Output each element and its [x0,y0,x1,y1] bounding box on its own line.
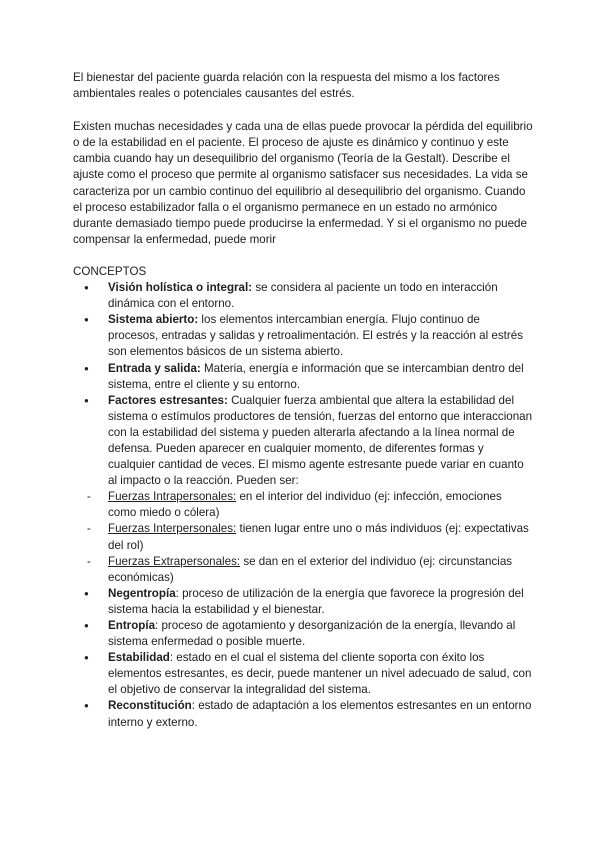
definition: tienen lugar entre uno o más individuos (ej: expectativas del rol) [108,522,529,552]
list-item [73,586,533,618]
sub-list-item [73,521,533,553]
term: Factores estresantes: [108,393,228,407]
term: Visión holística o integral: [108,281,253,295]
sub-list-item [73,489,533,521]
section-heading: CONCEPTOS [73,264,147,278]
list-item [73,698,533,730]
body-paragraph: Existen muchas necesidades y cada una de ellas puede provocar la pérdida del equilibrio o de la estabilidad en el paciente. El proceso de ajuste es dinámico y continuo y este cambia cuando hay un desequilibrio del organismo (Teoría de la Gestalt). Describe el ajuste como el proceso que permite al organismo satisfacer sus necesidades. La vida se caracteriza por un cambio continuo del equilibrio al desequilibrio del organismo. Cuando el proceso estabilizador falla o el organismo permanece en un estado no armónico durante demasiado tiempo puede producirse la enfermedad. Y si el organismo no puede compensar la enfermedad, puede morir [73,120,533,246]
definition: se considera al paciente un todo en interacción dinámica con el entorno. [108,281,498,311]
definition: Cualquier fuerza ambiental que altera la estabilidad del sistema o estímulos productores de tensión, fuerzas del entorno que interaccionan con la estabilidad del sistema y pueden alterarla afectando a la línea normal de defensa. Pueden aparecer en cualquier momento, de diferentes formas y cualquier cantidad de veces. El mismo agente estresante puede variar en cuanto al impacto o la reacción. Pueden ser: [108,393,533,488]
term: Entropía [108,619,156,632]
definition: : proceso de utilización de la energía que favorece la progresión del sistema hacia la estabilidad y el bienestar. [108,586,524,616]
list-item [73,650,533,698]
definition: en el interior del individuo (ej: infección, emociones como miedo o cólera) [108,490,502,520]
definition: : proceso de agotamiento y desorganización de la energía, llevando al sistema enfermedad o posible muerte. [108,619,516,649]
list-item [73,312,533,360]
document-page [73,70,533,731]
term: Reconstitución [108,699,192,713]
list-item [73,361,533,393]
definition: los elementos intercambian energía. Flujo continuo de procesos, entradas y salidas y retroalimentación. El estrés y la reacción al estrés son elementos básicos de un sistema abierto. [108,313,523,359]
term: Sistema abierto: [108,313,199,327]
concepts-list [73,280,533,731]
term: Fuerzas Intrapersonales: [108,490,237,504]
definition: se dan en el exterior del individuo (ej: circunstancias económicas) [108,554,513,584]
list-item [73,618,533,650]
list-item [73,393,533,490]
definition: Materia, energía e información que se intercambian dentro del sistema, entre el cliente y su entorno. [108,361,524,391]
definition: : estado de adaptación a los elementos estresantes en un entorno interno y externo. [108,699,532,729]
intro-paragraph: El bienestar del paciente guarda relación con la respuesta del mismo a los factores ambientales reales o potenciales causantes del estrés. [73,71,500,101]
term: Fuerzas Interpersonales: [108,522,237,536]
sub-list-item [73,554,533,586]
term: Negentropía [108,586,176,600]
list-item [73,280,533,312]
term: Entrada y salida: [108,361,201,375]
definition: : estado en el cual el sistema del cliente soporta con éxito los elementos estresantes, es decir, puede mantener un nivel adecuado de salud, con el objetivo de conservar la integralidad del sistema. [108,651,532,697]
term: Fuerzas Extrapersonales: [108,554,241,568]
term: Estabilidad [108,651,170,665]
